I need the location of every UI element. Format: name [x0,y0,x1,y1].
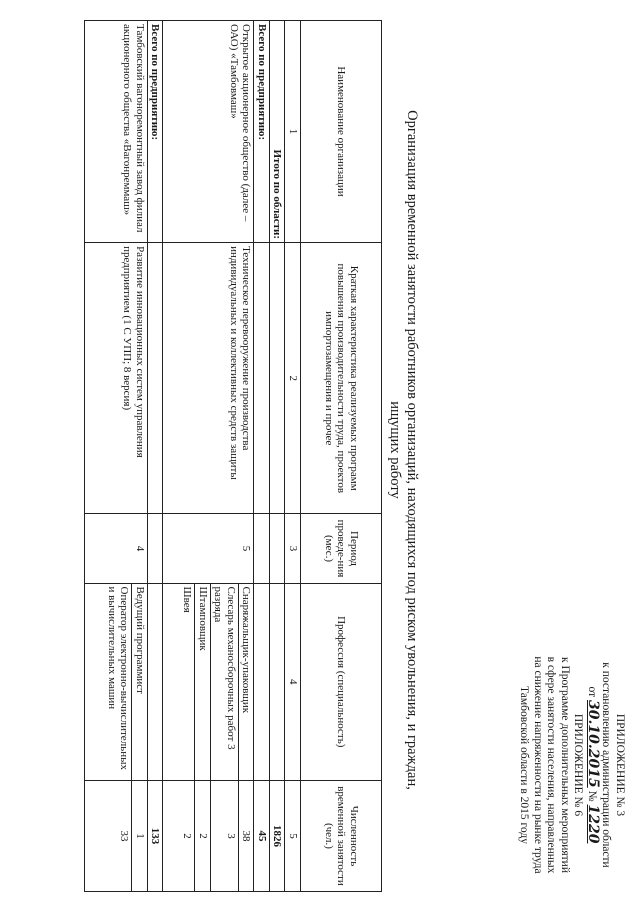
total-region-value: 1826 [270,780,286,891]
program-line-3: на снижение напряженности на рынке труда [532,656,544,874]
total-region-label: Итого по области: [270,21,286,243]
program-desc: Техническое перевооружение производства индивидуальных и коллективных средств защиты [163,243,254,514]
table-header-row [301,21,382,892]
program-line-4: Тамбовской области в 2015 году [518,686,531,844]
period-value: 4 [85,514,148,583]
appendix-resolution: к постановлению администрации области [600,662,613,868]
col-number: 4 [285,583,301,780]
program-line-2: в сфере занятости населения, направленных [545,656,558,874]
count-item: 2 [181,833,194,839]
profession-list [85,583,148,780]
count-list [85,780,148,891]
col-number: 5 [285,780,301,891]
count-item: 33 [118,830,131,842]
appendix-date-line: от 30.10.2015 № 1220 [585,686,601,844]
org-total-value: 133 [148,780,164,891]
org-total-label: Всего по предприятию: [148,21,164,243]
org-name: Открытое акционерное общество (далее – ОАО) «Тамбовмаш» [163,21,254,243]
org-total-label: Всего по предприятию: [254,21,270,243]
handwritten-date: 30.10.2015 [585,700,601,788]
profession-list [163,583,254,780]
table-row [85,21,148,892]
profession-item: Швея [181,586,194,613]
org-total-value: 45 [254,780,270,891]
header-count: Численность временной занятости (чел.) [301,780,382,891]
col-number: 2 [285,243,301,514]
table-row [163,21,254,892]
appendix-title: ПРИЛОЖЕНИЕ № 3 [614,713,626,817]
org-total-row [254,21,270,892]
period-value: 5 [163,514,254,583]
count-item: 3 [210,781,238,891]
profession-item: Оператор электронно-вычислительных и вычислительных машин [106,586,131,770]
count-list [163,780,254,891]
employment-table [84,20,382,892]
total-region-row [270,21,286,892]
count-item: 2 [195,781,211,891]
header-profession: Профессия (специальность) [301,583,382,780]
header-desc: Краткая характеристика реализуемых программ повышения производительности труда, проектов импортозамещения и прочее [301,243,382,514]
program-line-1: к Программе дополнительных мероприятий [559,657,571,873]
col-number: 3 [285,514,301,583]
profession-item: Снаряжальщик-упаковщик [238,584,254,780]
document-title: Организация временной занятости работников организаций, находящихся под риском увольнения, и граждан, ищущих работу [387,110,420,790]
appendix-header [517,640,626,890]
column-number-row [285,21,301,892]
appendix-subtitle: ПРИЛОЖЕНИЕ № 6 [572,713,585,817]
count-item: 1 [132,781,148,891]
count-item: 38 [238,781,254,891]
handwritten-number: 1220 [585,804,601,844]
profession-item: Штамповщик [195,584,211,780]
org-total-row [148,21,164,892]
profession-item: Слесарь механосборочных работ 3 разряда [210,584,238,780]
header-org: Наименование организации [301,21,382,243]
program-desc: Развитие инновационных систем управления предприятием (1 С УПП; 8 версия) [85,243,148,514]
profession-item: Ведущий программист [132,584,148,780]
col-number: 1 [285,21,301,243]
org-name: Тамбовский вагоноремонтный завод филиал акционерного общества «Вагонреммаш» [85,21,148,243]
header-period: Период проведе-ния (мес.) [301,514,382,583]
